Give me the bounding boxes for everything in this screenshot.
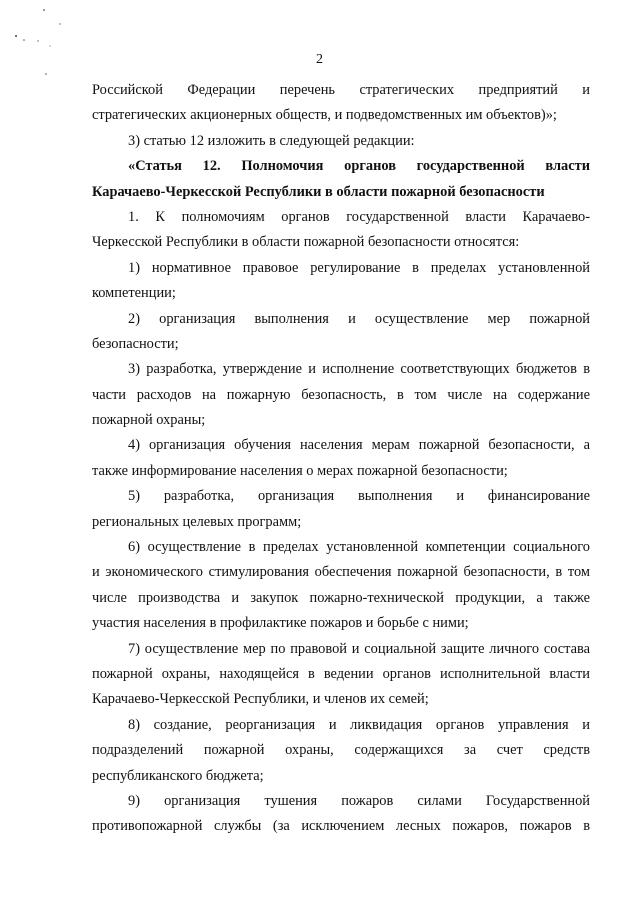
text-line: 6) осуществление в пределах установленной компетенции социального — [128, 539, 590, 556]
page-number: 2 — [316, 52, 323, 67]
text-line: 4) организация обучения населения мерам пожарной безопасности, а — [128, 437, 590, 454]
text-line: противопожарной службы (за исключением лесных пожаров, пожаров в — [92, 818, 590, 835]
text-line: 9) организация тушения пожаров силами Государственной — [128, 792, 590, 809]
text-line: 1. К полномочиям органов государственной власти Карачаево- — [128, 208, 590, 225]
text-line: региональных целевых программ; — [92, 513, 302, 530]
text-line: 8) создание, реорганизация и ликвидация органов управления и — [128, 716, 590, 733]
text-line: также информирование населения о мерах пожарной безопасности; — [92, 462, 508, 479]
text-line: Карачаево-Черкесской Республики в области пожарной безопасности — [92, 183, 545, 200]
text-line: подразделений пожарной охраны, содержащихся за счет средств — [92, 742, 590, 759]
text-line: безопасности; — [92, 335, 179, 352]
text-line: пожарной охраны; — [92, 412, 206, 429]
text-line: стратегических акционерных обществ, и подведомственных им объектов)»; — [92, 107, 557, 124]
scan-specks — [0, 0, 80, 90]
text-line: компетенции; — [92, 285, 176, 302]
text-line: республиканского бюджета; — [92, 767, 264, 784]
text-line: 5) разработка, организация выполнения и финансирование — [128, 488, 590, 505]
text-line: Российской Федерации перечень стратегических предприятий и — [92, 82, 590, 98]
text-line: 2) организация выполнения и осуществление мер пожарной — [128, 310, 590, 327]
text-line: Карачаево-Черкесской Республики, и членов их семей; — [92, 691, 429, 708]
text-line: числе производства и закупок пожарно-технической продукции, а также — [92, 589, 590, 606]
text-line: Черкесской Республики в области пожарной безопасности относятся: — [92, 234, 520, 251]
text-line: и экономического стимулирования обеспечения пожарной безопасности, в том — [92, 564, 590, 581]
text-line: пожарной охраны, находящейся в ведении органов исполнительной власти — [92, 665, 590, 682]
text-line: «Статья 12. Полномочия органов государственной власти — [128, 158, 590, 175]
text-line: части расходов на пожарную безопасность, в том числе на содержание — [92, 386, 590, 403]
text-line: 3) разработка, утверждение и исполнение соответствующих бюджетов в — [128, 361, 590, 378]
text-line: 3) статью 12 изложить в следующей редакции: — [128, 132, 415, 149]
document-body — [92, 78, 590, 840]
text-line: участия населения в профилактике пожаров и борьбе с ними; — [92, 615, 469, 632]
text-line: 7) осуществление мер по правовой и социальной защите личного состава — [128, 640, 590, 657]
text-line: 1) нормативное правовое регулирование в пределах установленной — [128, 259, 590, 276]
